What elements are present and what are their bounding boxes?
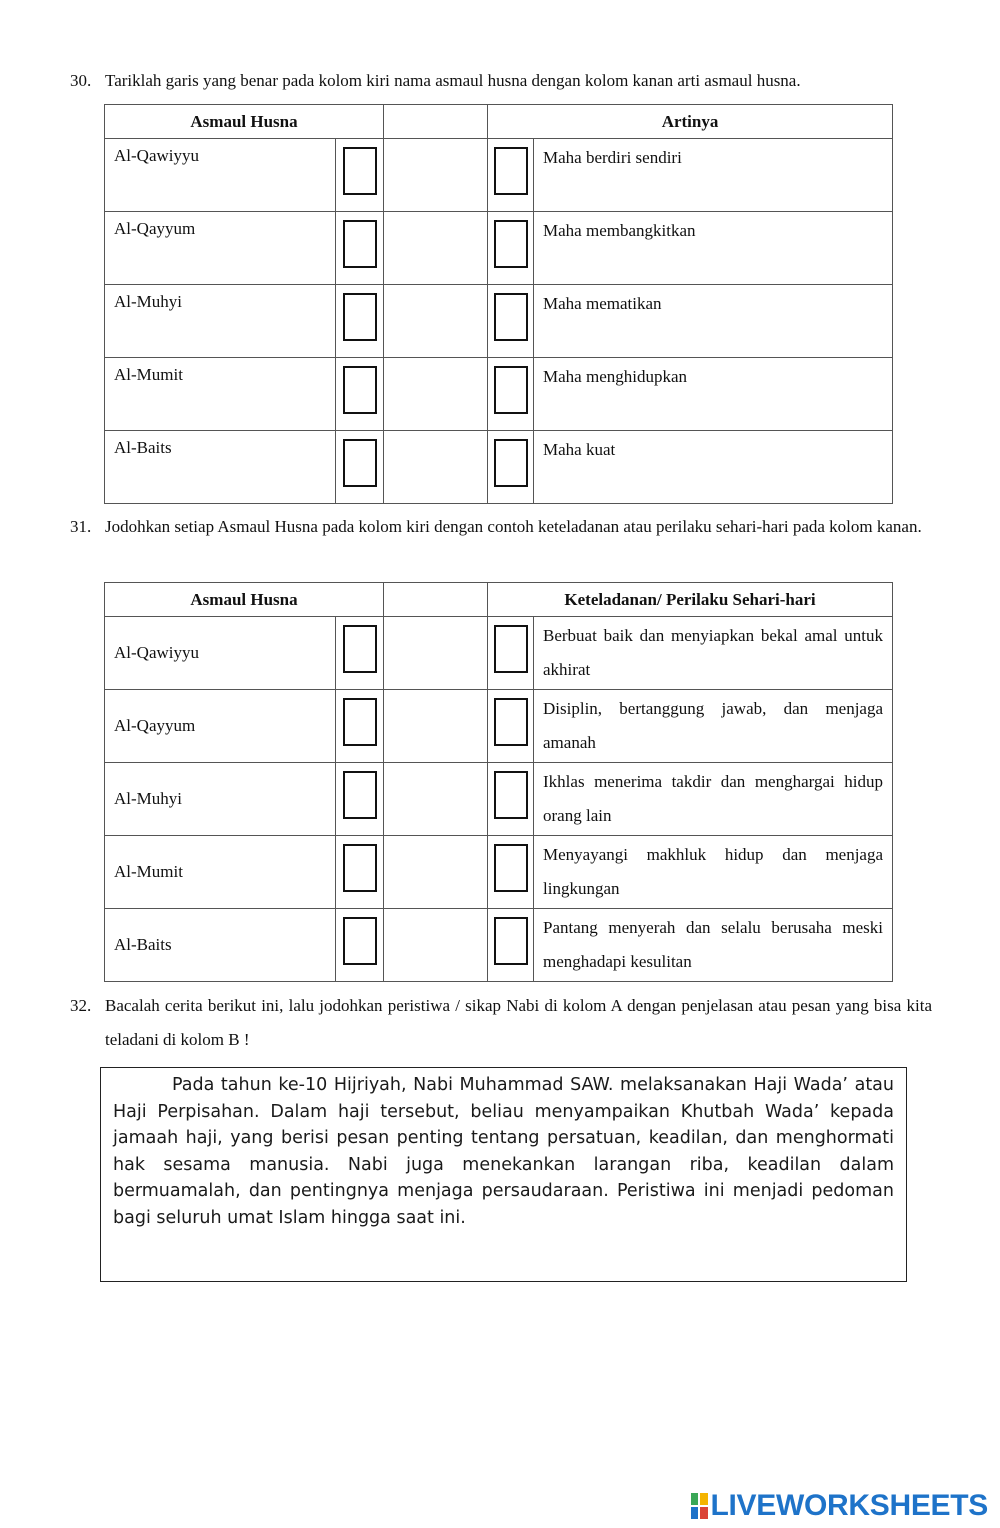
line-drawing-area[interactable] (384, 139, 488, 212)
right-match-box[interactable] (494, 625, 528, 673)
connector-header (384, 105, 488, 139)
line-drawing-area[interactable] (384, 617, 488, 690)
question-number: 32. (70, 996, 92, 1015)
table-header-row (105, 105, 893, 139)
right-match-box[interactable] (494, 293, 528, 341)
table-row (105, 358, 893, 431)
left-match-box[interactable] (343, 220, 377, 268)
asmaul-husna-name: Al-Muhyi (105, 285, 336, 358)
line-drawing-area[interactable] (384, 836, 488, 909)
logo-block (691, 1493, 699, 1505)
table-row (105, 285, 893, 358)
line-drawing-area[interactable] (384, 690, 488, 763)
logo-block (700, 1493, 708, 1505)
logo-block (691, 1507, 699, 1519)
asmaul-husna-name: Al-Mumit (105, 358, 336, 431)
right-match-box[interactable] (494, 771, 528, 819)
meaning-text: Maha berdiri sendiri (534, 139, 893, 212)
asmaul-husna-name: Al-Qawiyyu (105, 139, 336, 212)
left-match-box[interactable] (343, 844, 377, 892)
asmaul-husna-name: Al-Muhyi (105, 763, 336, 836)
table-row (105, 690, 893, 763)
behavior-text: Disiplin, bertanggung jawab, dan menjaga amanah (534, 690, 893, 763)
liveworksheets-brand (691, 1489, 989, 1523)
line-drawing-area[interactable] (384, 285, 488, 358)
table-row (105, 836, 893, 909)
left-match-box[interactable] (343, 293, 377, 341)
asmaul-husna-name: Al-Mumit (105, 836, 336, 909)
left-match-box[interactable] (343, 771, 377, 819)
question-number: 31. (70, 517, 92, 536)
right-match-box[interactable] (494, 366, 528, 414)
line-drawing-area[interactable] (384, 358, 488, 431)
question-31 (70, 510, 932, 544)
meaning-text: Maha kuat (534, 431, 893, 504)
right-match-box[interactable] (494, 844, 528, 892)
story-text: Pada tahun ke-10 Hijriyah, Nabi Muhammad SAW. melaksanakan Haji Wada’ atau Haji Perpisahan. Dalam haji tersebut, beliau menyampaikan Khutbah Wada’ kepada jamaah haji, yang berisi pesan penting tentang persatuan, keadilan, dan menghormati hak sesama manusia. Nabi juga menekankan larangan riba, keadilan dalam bermuamalah, dan pentingnya menjaga persaudaraan. Peristiwa ini menjadi pedoman bagi seluruh umat Islam hingga saat ini. (113, 1075, 894, 1228)
right-match-box[interactable] (494, 439, 528, 487)
asmaul-husna-meaning-table (104, 104, 893, 504)
right-match-box[interactable] (494, 917, 528, 965)
asmaul-husna-behavior-table (104, 582, 893, 982)
line-drawing-area[interactable] (384, 431, 488, 504)
meaning-text: Maha membangkitkan (534, 212, 893, 285)
brand-name: LIVEWORKSHEETS (710, 1489, 988, 1522)
table-row (105, 212, 893, 285)
left-match-box[interactable] (343, 625, 377, 673)
behavior-text: Berbuat baik dan menyiapkan bekal amal untuk akhirat (534, 617, 893, 690)
table-row (105, 139, 893, 212)
line-drawing-area[interactable] (384, 763, 488, 836)
table-row (105, 763, 893, 836)
question-32 (70, 989, 932, 1057)
asmaul-husna-name: Al-Qawiyyu (105, 617, 336, 690)
left-column-header: Asmaul Husna (105, 105, 384, 139)
behavior-text: Menyayangi makhluk hidup dan menjaga lingkungan (534, 836, 893, 909)
left-match-box[interactable] (343, 917, 377, 965)
table-row (105, 617, 893, 690)
line-drawing-area[interactable] (384, 909, 488, 982)
question-instruction: Tariklah garis yang benar pada kolom kiri nama asmaul husna dengan kolom kanan arti asmaul husna. (105, 71, 801, 90)
question-instruction: Bacalah cerita berikut ini, lalu jodohkan peristiwa / sikap Nabi di kolom A dengan penjelasan atau pesan yang bisa kita teladani di kolom B ! (105, 996, 932, 1049)
meaning-text: Maha mematikan (534, 285, 893, 358)
table-header-row (105, 583, 893, 617)
table-row (105, 431, 893, 504)
question-number: 30. (70, 71, 92, 90)
right-match-box[interactable] (494, 147, 528, 195)
right-match-box[interactable] (494, 220, 528, 268)
behavior-text: Pantang menyerah dan selalu berusaha meski menghadapi kesulitan (534, 909, 893, 982)
left-column-header: Asmaul Husna (105, 583, 384, 617)
table-row (105, 909, 893, 982)
story-box (100, 1067, 907, 1282)
right-column-header: Keteladanan/ Perilaku Sehari-hari (488, 583, 893, 617)
liveworksheets-logo-icon (691, 1493, 708, 1519)
left-match-box[interactable] (343, 366, 377, 414)
left-match-box[interactable] (343, 698, 377, 746)
right-match-box[interactable] (494, 698, 528, 746)
left-match-box[interactable] (343, 147, 377, 195)
asmaul-husna-name: Al-Baits (105, 909, 336, 982)
asmaul-husna-name: Al-Qayyum (105, 690, 336, 763)
logo-block (700, 1507, 708, 1519)
right-column-header: Artinya (488, 105, 893, 139)
left-match-box[interactable] (343, 439, 377, 487)
question-30 (70, 64, 932, 98)
meaning-text: Maha menghidupkan (534, 358, 893, 431)
asmaul-husna-name: Al-Baits (105, 431, 336, 504)
question-instruction: Jodohkan setiap Asmaul Husna pada kolom kiri dengan contoh keteladanan atau perilaku sehari-hari pada kolom kanan. (105, 517, 922, 536)
connector-header (384, 583, 488, 617)
line-drawing-area[interactable] (384, 212, 488, 285)
asmaul-husna-name: Al-Qayyum (105, 212, 336, 285)
behavior-text: Ikhlas menerima takdir dan menghargai hidup orang lain (534, 763, 893, 836)
